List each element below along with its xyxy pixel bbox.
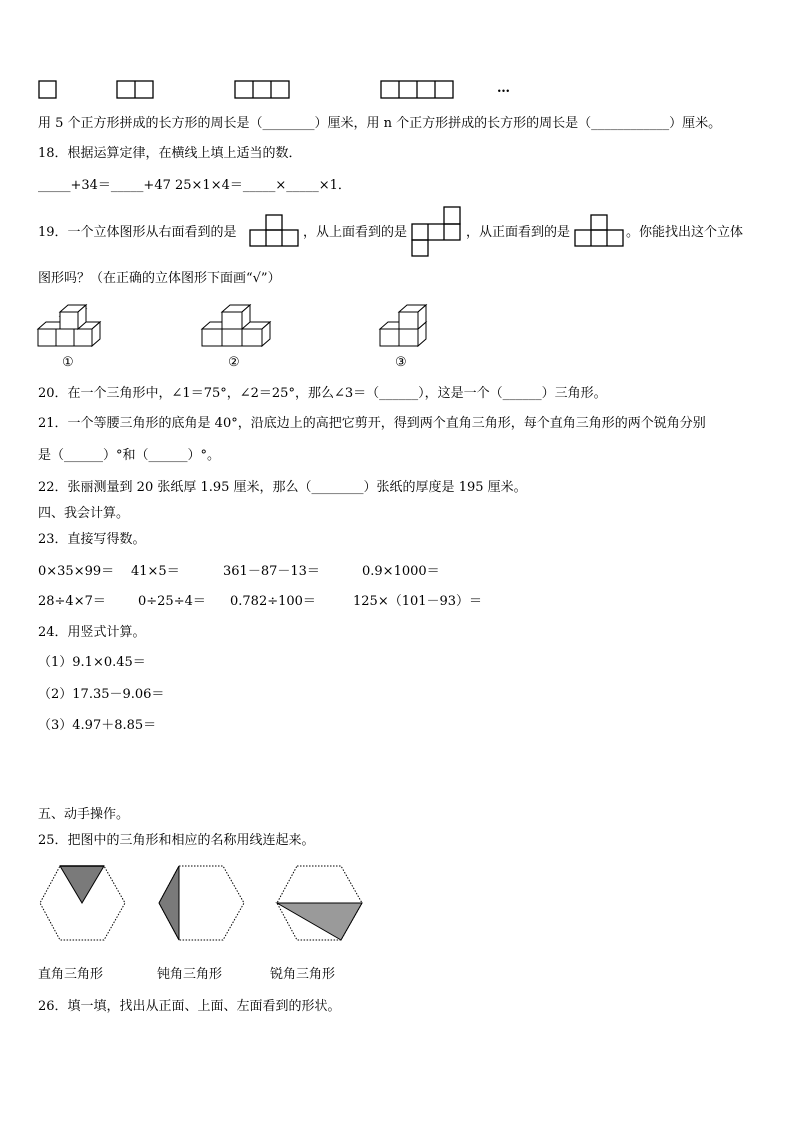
name-acute-triangle: 锐角三角形 [270,967,336,982]
q19-part2: ，从上面看到的是 [303,225,408,240]
q21-line2: 是（______）°和（______）°。 [38,448,221,463]
q21-line1: 21．一个等腰三角形的底角是 40°，沿底边上的高把它剪开，得到两个直角三角形，每个直角三角形的两个锐角分别 [38,416,706,431]
q17-text: 用 5 个正方形拼成的长方形的周长是（________）厘米，用 n 个正方形拼成的长方形的周长是（____________）厘米。 [38,116,722,131]
q23-r1-c2: 41×5＝ [131,564,180,579]
section-5-title: 五、动手操作。 [38,807,130,822]
option-label-2: ② [228,355,240,370]
right-view-figure [249,214,301,248]
name-right-triangle: 直角三角形 [38,967,104,982]
cube-figure-2 [200,300,274,350]
square-row-3 [234,80,294,100]
q26-title: 26．填一填，找出从正面、上面、左面看到的形状。 [38,999,341,1014]
q20-text: 20．在一个三角形中，∠1＝75°，∠2＝25°，那么∠3＝（______），这是一个（______）三角形。 [38,386,607,401]
front-view-figure [574,214,626,248]
q19-line2: 图形吗？（在正确的立体图形下面画“√”） [38,271,281,286]
q24-item-3: （3）4.97＋8.85＝ [38,718,157,733]
top-view-figure [410,206,464,258]
option-label-1: ① [62,355,74,370]
q25-title: 25．把图中的三角形和相应的名称用线连起来。 [38,833,315,848]
q22-text: 22．张丽测量到 20 张纸厚 1.95 厘米，那么（________）张纸的厚度是 195 厘米。 [38,480,527,495]
q24-title: 24．用竖式计算。 [38,625,146,640]
q18-title: 18．根据运算定律，在横线上填上适当的数． [38,146,302,161]
hexagon-figure-3 [275,863,365,945]
q19-part4: 。你能找出这个立体 [626,225,744,240]
q24-item-1: （1）9.1×0.45＝ [38,655,146,670]
q23-r2-c4: 125×（101－93）＝ [353,594,483,609]
q23-r1-c4: 0.9×1000＝ [362,564,440,579]
hexagon-figure-1 [38,863,128,945]
square-row-2 [116,80,156,100]
cube-figure-3 [378,300,430,350]
q19-part3: ，从正面看到的是 [466,225,571,240]
square-row-4 [380,80,456,100]
q23-r2-c3: 0.782÷100＝ [230,594,316,609]
section-4-title: 四、我会计算。 [38,506,130,521]
name-obtuse-triangle: 钝角三角形 [157,967,223,982]
q23-r2-c1: 28÷4×7＝ [38,594,106,609]
q23-title: 23．直接写得数。 [38,532,146,547]
q18-equations: _____+34＝_____+47 25×1×4＝_____×_____×1． [38,178,351,193]
q23-r1-c3: 361－87－13＝ [223,564,320,579]
option-label-3: ③ [395,355,407,370]
q23-r2-c2: 0÷25÷4＝ [138,594,206,609]
cube-figure-1 [36,300,106,350]
q23-r1-c1: 0×35×99＝ [38,564,115,579]
q24-item-2: （2）17.35－9.06＝ [38,687,165,702]
square-row-1 [38,80,58,100]
q19-part1: 19．一个立体图形从右面看到的是 [38,225,237,240]
hexagon-figure-2 [157,863,247,945]
ellipsis: … [497,81,510,96]
